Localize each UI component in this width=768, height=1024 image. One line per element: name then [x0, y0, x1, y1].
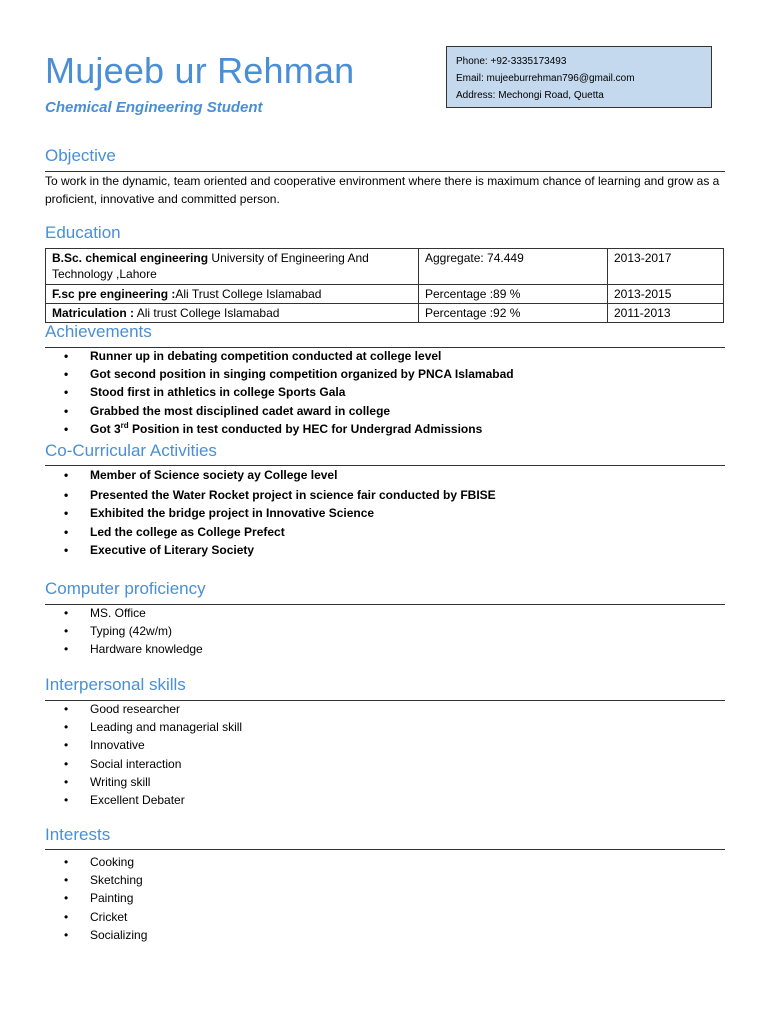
education-score: Aggregate: 74.449	[419, 249, 608, 285]
education-score: Percentage :89 %	[419, 285, 608, 304]
resume-name: Mujeeb ur Rehman	[45, 50, 355, 91]
list-item: • Good researcher	[45, 700, 242, 718]
list-item: • Excellent Debater	[45, 791, 242, 809]
list-item: • Grabbed the most disciplined cadet award in college	[45, 402, 514, 420]
list-item: • Runner up in debating competition conducted at college level	[45, 347, 514, 365]
interests-title: Interests	[45, 825, 111, 844]
list-item: • Cooking	[45, 853, 147, 871]
contact-email: Email: mujeeburrehman796@gmail.com	[456, 73, 635, 84]
education-years: 2013-2015	[608, 285, 724, 304]
list-item: • Social interaction	[45, 755, 242, 773]
list-item: • Member of Science society ay College level	[45, 466, 496, 484]
education-degree: F.sc pre engineering :Ali Trust College Islamabad	[46, 285, 419, 304]
table-row	[46, 249, 724, 285]
list-item: • Hardware knowledge	[45, 640, 203, 658]
list-item: • Cricket	[45, 908, 147, 926]
objective-title: Objective	[45, 146, 116, 165]
cocurricular-list	[45, 466, 496, 559]
interests-divider	[45, 849, 725, 850]
interpersonal-list	[45, 700, 242, 809]
achievements-title: Achievements	[45, 322, 152, 341]
list-item: • MS. Office	[45, 604, 203, 622]
list-item: • Leading and managerial skill	[45, 718, 242, 736]
contact-address: Address: Mechongi Road, Quetta	[456, 90, 604, 101]
table-row	[46, 304, 724, 323]
contact-box	[446, 46, 712, 108]
objective-text: To work in the dynamic, team oriented and cooperative environment where there is maximum chance of learning and grow as a proficient, innovative and committed person.	[45, 174, 720, 206]
education-degree: Matriculation : Ali trust College Islamabad	[46, 304, 419, 323]
table-row	[46, 285, 724, 304]
interests-list	[45, 853, 147, 944]
list-item: • Got 3rd Position in test conducted by HEC for Undergrad Admissions	[45, 420, 514, 438]
list-item: • Painting	[45, 889, 147, 907]
list-item: • Writing skill	[45, 773, 242, 791]
interpersonal-title: Interpersonal skills	[45, 675, 186, 694]
list-item: • Executive of Literary Society	[45, 541, 496, 559]
list-item: • Exhibited the bridge project in Innovative Science	[45, 504, 496, 522]
cocurricular-title: Co-Curricular Activities	[45, 441, 217, 460]
list-item: • Stood first in athletics in college Sports Gala	[45, 383, 514, 401]
list-item: • Socializing	[45, 926, 147, 944]
education-years: 2011-2013	[608, 304, 724, 323]
education-title: Education	[45, 223, 121, 242]
resume-subtitle: Chemical Engineering Student	[45, 99, 263, 116]
computer-title: Computer proficiency	[45, 579, 206, 598]
computer-list	[45, 604, 203, 659]
list-item: • Innovative	[45, 736, 242, 754]
education-table	[45, 248, 724, 323]
education-score: Percentage :92 %	[419, 304, 608, 323]
list-item: • Got second position in singing competition organized by PNCA Islamabad	[45, 365, 514, 383]
list-item: • Led the college as College Prefect	[45, 523, 496, 541]
list-item: • Presented the Water Rocket project in science fair conducted by FBISE	[45, 486, 496, 504]
education-years: 2013-2017	[608, 249, 724, 285]
list-item: • Typing (42w/m)	[45, 622, 203, 640]
contact-phone: Phone: +92-3335173493	[456, 56, 567, 67]
list-item: • Sketching	[45, 871, 147, 889]
achievements-list	[45, 347, 514, 438]
education-degree: B.Sc. chemical engineering University of Engineering And Technology ,Lahore	[46, 249, 419, 285]
